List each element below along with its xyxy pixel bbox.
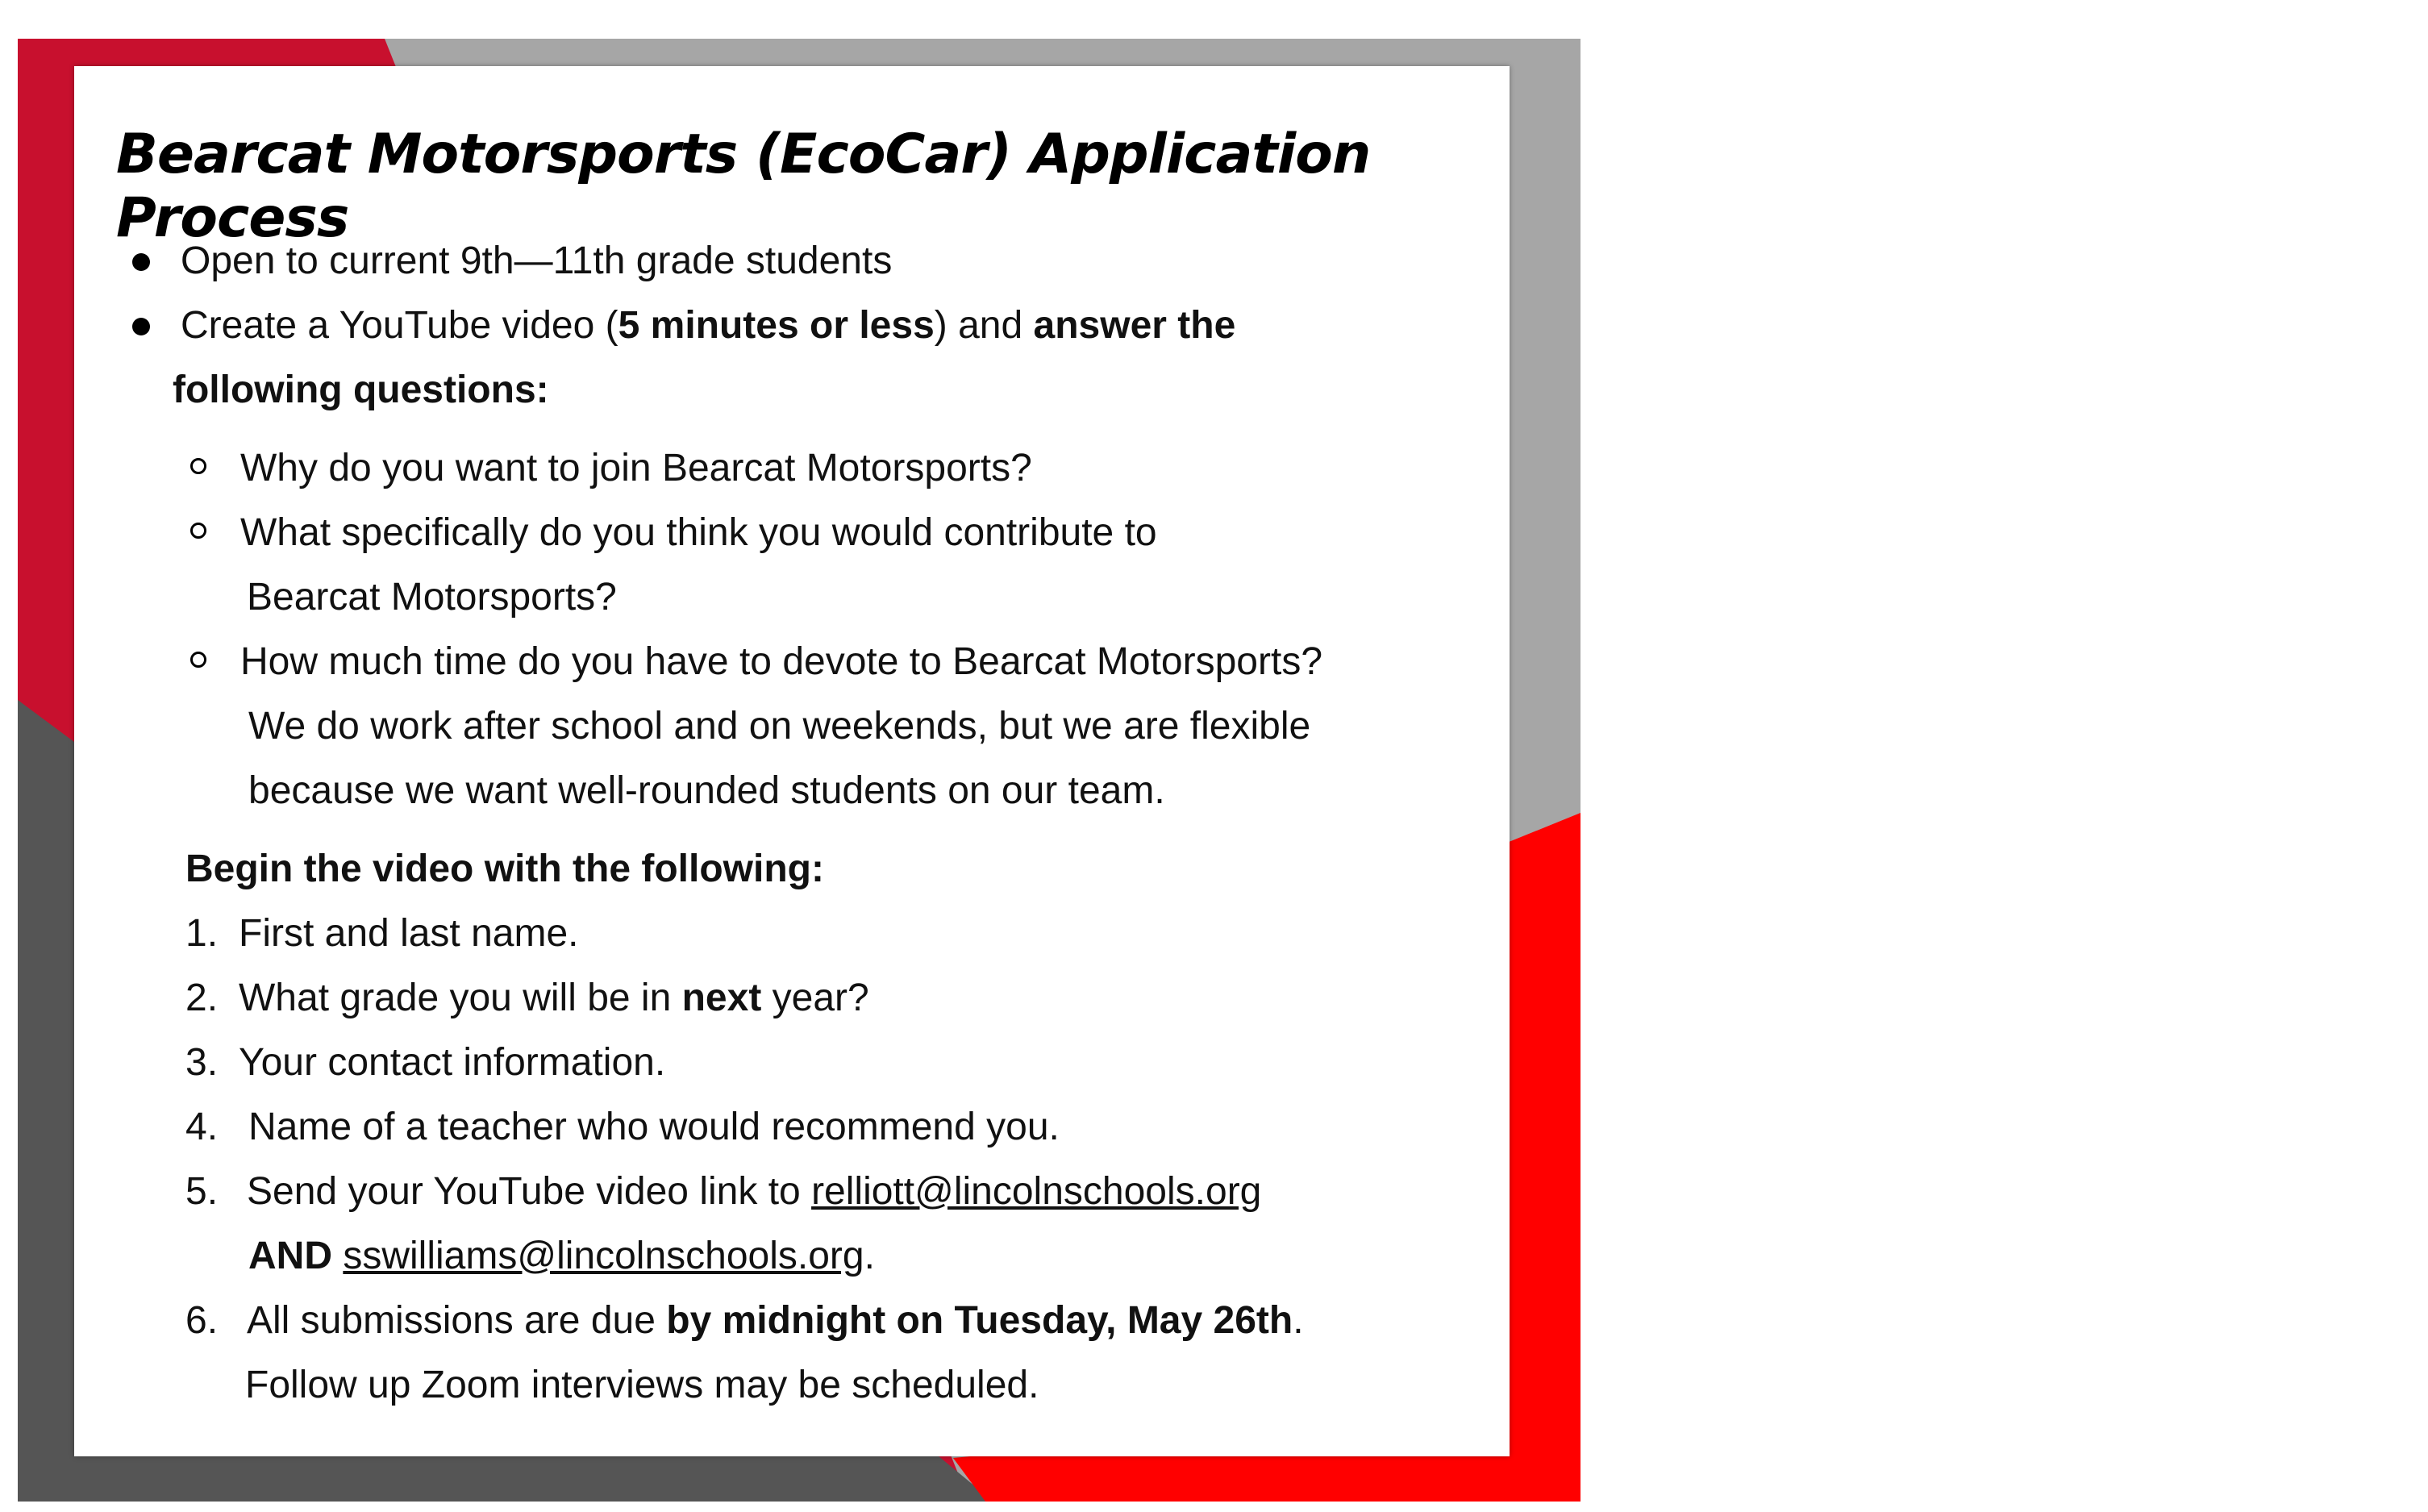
- step-send-link-continuation: [248, 1237, 875, 1276]
- step-send-period: .: [864, 1235, 875, 1277]
- email-link-sswilliams[interactable]: sswilliams@lincolnschools.org: [343, 1235, 864, 1277]
- step-deadline-bold: by midnight on Tuesday, May 26th: [666, 1299, 1293, 1342]
- question-time-line-1: How much time do you have to devote to Bearcat Motorsports?: [240, 640, 1323, 683]
- step-grade-text-1: What grade you will be in: [239, 977, 682, 1019]
- step-send-text: Send your YouTube video link to: [247, 1170, 812, 1213]
- step-grade-text-2: year?: [761, 977, 869, 1019]
- step-deadline-followup: Follow up Zoom interviews may be scheduled.: [245, 1364, 1039, 1406]
- question-circle: [190, 523, 206, 539]
- question-why-join: Why do you want to join Bearcat Motorsports?: [240, 447, 1032, 489]
- step-grade: [239, 979, 869, 1018]
- bullet-video-bold-1: 5 minutes or less: [618, 304, 935, 347]
- question-time-line-2: We do work after school and on weekends, but we are flexible: [248, 705, 1311, 748]
- step-number: 2.: [185, 977, 219, 1019]
- question-circle: [190, 652, 206, 668]
- step-deadline-period: .: [1293, 1299, 1304, 1342]
- card-content: [74, 66, 1510, 1456]
- step-teacher: Name of a teacher who would recommend you.: [248, 1106, 1060, 1148]
- bullet-dot: [132, 253, 150, 271]
- bullet-video-text-1: Create a YouTube video (: [181, 304, 618, 347]
- bullet-video-continuation: following questions:: [173, 369, 549, 411]
- step-number: 3.: [185, 1041, 219, 1084]
- bullet-video-text-2: ) and: [934, 304, 1034, 347]
- step-number: 4.: [185, 1106, 219, 1148]
- bullet-grade-eligibility: Open to current 9th—11th grade students: [181, 240, 893, 282]
- step-deadline-text: All submissions are due: [247, 1299, 667, 1342]
- begin-video-heading: Begin the video with the following:: [185, 848, 824, 890]
- page-title: Bearcat Motorsports (EcoCar) Application Process: [116, 123, 1371, 250]
- step-send-and: AND: [248, 1235, 332, 1277]
- step-number: 1.: [185, 912, 219, 955]
- email-link-relliott[interactable]: relliott@lincolnschools.org: [811, 1170, 1262, 1213]
- step-number: 5.: [185, 1170, 219, 1213]
- question-contribute-line-2: Bearcat Motorsports?: [247, 576, 617, 619]
- step-deadline: [247, 1299, 1304, 1342]
- bullet-dot: [132, 318, 150, 335]
- application-card: [74, 66, 1510, 1456]
- question-circle: [190, 458, 206, 474]
- step-send-link: [247, 1170, 1262, 1213]
- step-name: First and last name.: [239, 912, 579, 955]
- step-number: 6.: [185, 1299, 219, 1342]
- step-grade-bold: next: [681, 977, 762, 1019]
- step-contact: Your contact information.: [239, 1041, 666, 1084]
- bullet-video-bold-2: answer the: [1033, 304, 1236, 347]
- question-time-line-3: because we want well-rounded students on our team.: [248, 769, 1165, 812]
- question-contribute-line-1: What specifically do you think you would contribute to: [240, 511, 1157, 554]
- bullet-video-instructions: [181, 306, 1235, 345]
